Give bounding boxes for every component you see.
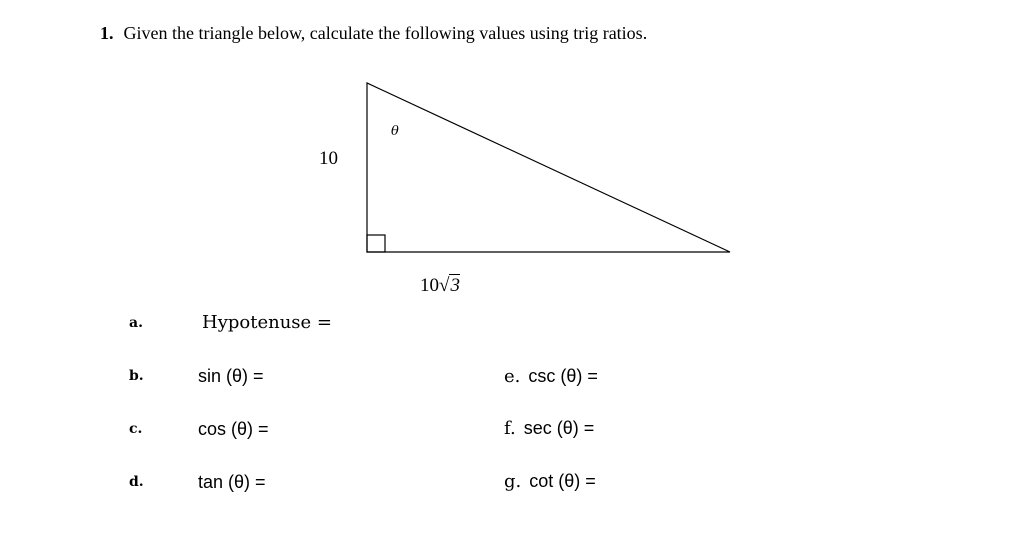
csc-prompt: csc (θ) = [528,366,598,386]
angle-theta-label: θ [391,124,399,139]
item-letter-d: d. [129,474,144,490]
question-text: Given the triangle below, calculate the following values using trig ratios. [123,23,648,43]
item-letter-b: b. [129,368,144,384]
cot-prompt: cot (θ) = [529,471,596,491]
cos-prompt: cos (θ) = [198,419,269,439]
vertical-side-label: 10 [319,148,338,169]
item-letter-g: g. [504,471,522,492]
sin-prompt: sin (θ) = [198,366,264,386]
horizontal-side-coefficient: 10 [420,275,439,296]
horizontal-side-label [420,275,460,297]
right-triangle [367,83,730,252]
csc-item [504,366,598,387]
right-angle-marker [367,235,385,252]
hypotenuse-prompt: Hypotenuse = [202,312,332,333]
item-letter-e: e. [504,366,521,387]
cot-item [504,471,596,492]
tan-prompt: tan (θ) = [198,472,266,492]
horizontal-side-radicand: 3 [450,275,460,296]
item-letter-f: f. [504,418,516,439]
item-letter-a: a. [129,315,143,331]
item-letter-c: c. [129,421,143,437]
sec-item [504,418,594,439]
sqrt-symbol: √ [439,275,450,296]
sec-prompt: sec (θ) = [523,418,595,438]
question-number: 1. [100,23,114,43]
